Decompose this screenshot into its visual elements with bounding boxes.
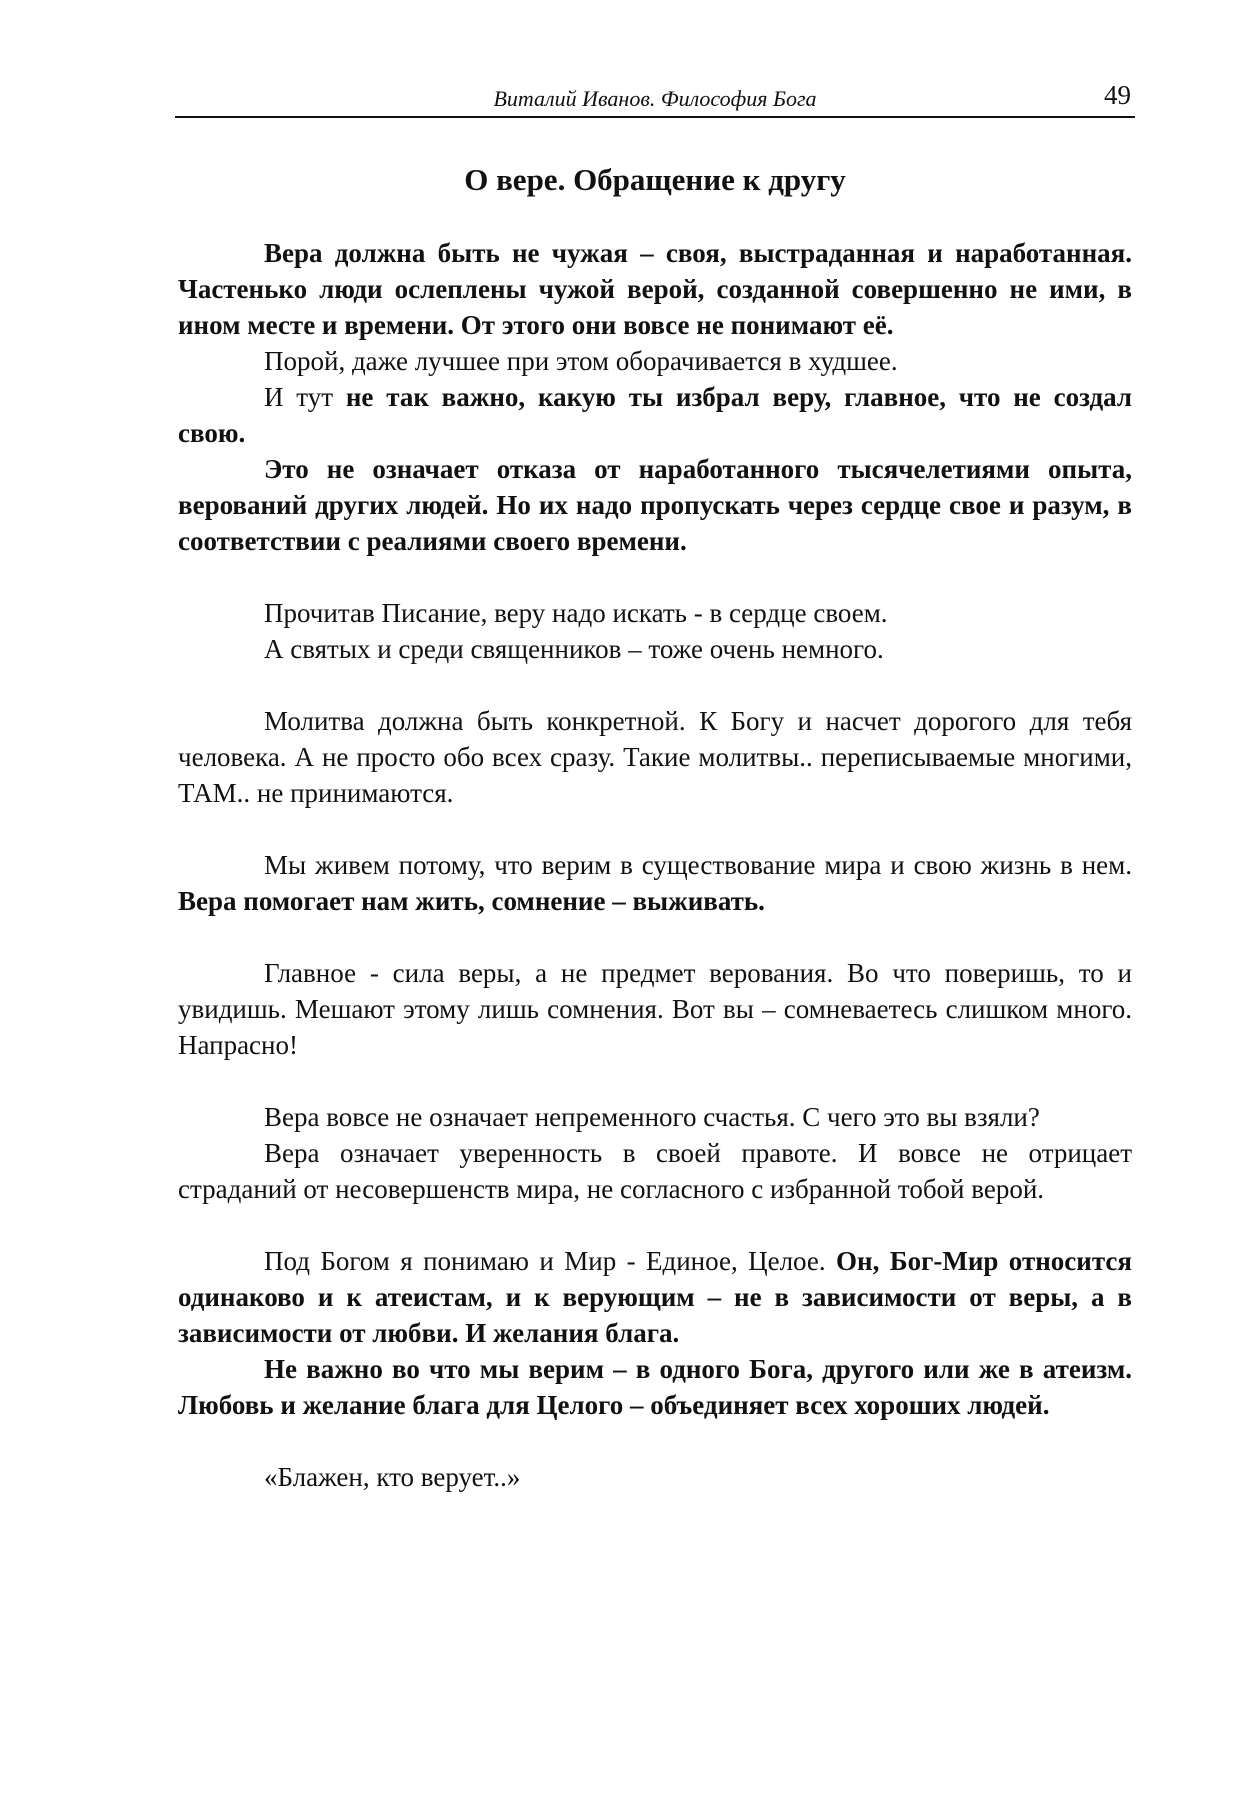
paragraph-6: А святых и среди священников – тоже очень немного. bbox=[264, 634, 884, 664]
chapter-title: О вере. Обращение к другу bbox=[464, 162, 846, 197]
running-header bbox=[175, 82, 1135, 118]
paragraph-10: Вера вовсе не означает непременного счастья. С чего это вы взяли? bbox=[264, 1102, 1040, 1132]
body-text bbox=[178, 235, 1132, 1495]
paragraph-12-lead: Под Богом я понимаю и Мир - Единое, Целое. bbox=[264, 1246, 837, 1276]
paragraph-12 bbox=[178, 1243, 1132, 1351]
paragraph-8 bbox=[178, 847, 1132, 919]
paragraph-12-emphasis: Он, Бог-Мир относится одинаково и к атеистам, и к верующим – не в зависимости от веры, а в зависимости от любви. И желания блага. bbox=[178, 1246, 1132, 1348]
paragraph-4: Это не означает отказа от наработанного тысячелетиями опыта, верований других людей. Но их надо пропускать через сердце свое и разум, в соответствии с реалиями своего времени. bbox=[178, 454, 1132, 556]
paragraph-11: Вера означает уверенность в своей правоте. И вовсе не отрицает страданий от несовершенств мира, не согласного с избранной тобой верой. bbox=[178, 1138, 1132, 1204]
paragraph-9: Главное - сила веры, а не предмет верования. Во что поверишь, то и увидишь. Мешают этому лишь сомнения. Вот вы – сомневаетесь слишком много. Напрасно! bbox=[178, 958, 1132, 1060]
paragraph-8-emphasis: Вера помогает нам жить, сомнение – выживать. bbox=[178, 886, 765, 916]
paragraph-2: Порой, даже лучшее при этом оборачивается в худшее. bbox=[264, 346, 898, 376]
paragraph-3-lead: И тут bbox=[264, 382, 346, 412]
paragraph-5: Прочитав Писание, веру надо искать - в сердце своем. bbox=[264, 598, 888, 628]
paragraph-1: Вера должна быть не чужая – своя, выстраданная и наработанная. Частенько люди ослеплены чужой верой, созданной совершенно не ими, в ином месте и времени. От этого они вовсе не понимают её. bbox=[178, 238, 1132, 340]
running-title: Виталий Иванов. Философия Бога bbox=[493, 86, 817, 111]
paragraph-14: «Блажен, кто верует..» bbox=[264, 1462, 521, 1492]
paragraph-13: Не важно во что мы верим – в одного Бога, другого или же в атеизм. Любовь и желание блага для Целого – объединяет всех хороших людей. bbox=[178, 1354, 1132, 1420]
paragraph-8-lead: Мы живем потому, что верим в существование мира и свою жизнь в нем. bbox=[264, 850, 1132, 880]
paragraph-7: Молитва должна быть конкретной. К Богу и насчет дорогого для тебя человека. А не просто обо всех сразу. Такие молитвы.. переписываемые многими, ТАМ.. не принимаются. bbox=[178, 706, 1132, 808]
page-number: 49 bbox=[1104, 80, 1131, 110]
paragraph-3-emphasis: не так важно, какую ты избрал веру, главное, что не создал свою. bbox=[178, 382, 1132, 448]
paragraph-3 bbox=[178, 379, 1132, 451]
